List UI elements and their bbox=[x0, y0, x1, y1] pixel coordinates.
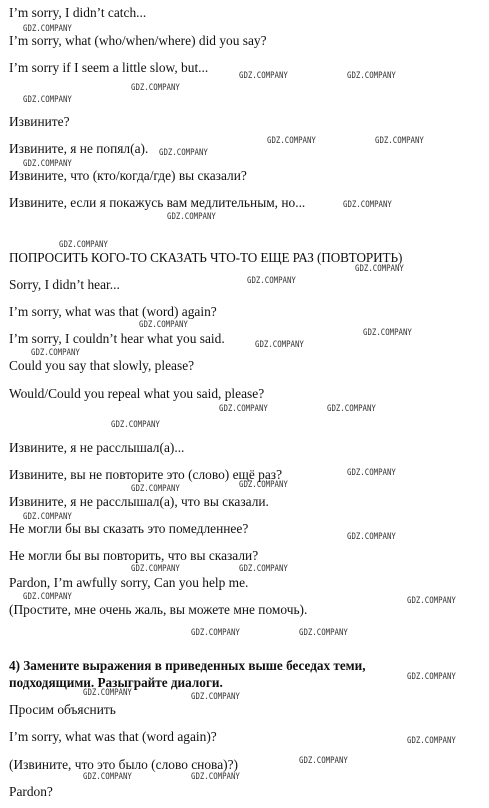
watermark: GDZ.COMPANY bbox=[407, 672, 456, 682]
watermark: GDZ.COMPANY bbox=[355, 264, 404, 274]
watermark: GDZ.COMPANY bbox=[23, 95, 72, 105]
watermark: GDZ.COMPANY bbox=[347, 71, 396, 81]
text-line-10: I’m sorry, what was that (word) again? bbox=[9, 304, 217, 319]
text-line-23: Просим объяснить bbox=[9, 702, 116, 717]
watermark: GDZ.COMPANY bbox=[83, 772, 132, 782]
watermark: GDZ.COMPANY bbox=[407, 596, 456, 606]
text-line-17: Не могли бы вы сказать это помедленнее? bbox=[9, 521, 249, 536]
text-line-12: Could you say that slowly, please? bbox=[9, 358, 195, 373]
watermark: GDZ.COMPANY bbox=[219, 404, 268, 414]
text-line-15: Извините, вы не повторите это (слово) ещё раз? bbox=[9, 467, 283, 482]
watermark: GDZ.COMPANY bbox=[375, 136, 424, 146]
text-line-16: Извините, я не расслышал(а), что вы сказали. bbox=[9, 494, 269, 509]
watermark: GDZ.COMPANY bbox=[23, 592, 72, 602]
text-line-3: I’m sorry if I seem a little slow, but... bbox=[9, 60, 209, 75]
text-line-5: Извините, я не попял(а). bbox=[9, 141, 149, 156]
text-line-2: I’m sorry, what (who/when/where) did you say? bbox=[9, 33, 267, 48]
watermark: GDZ.COMPANY bbox=[139, 320, 188, 330]
text-line-9: Sorry, I didn’t hear... bbox=[9, 277, 120, 292]
watermark: GDZ.COMPANY bbox=[299, 628, 348, 638]
watermark: GDZ.COMPANY bbox=[83, 688, 132, 698]
text-line-20: (Простите, мне очень жаль, вы можете мне помочь). bbox=[9, 602, 308, 617]
watermark: GDZ.COMPANY bbox=[23, 512, 72, 522]
watermark: GDZ.COMPANY bbox=[131, 83, 180, 93]
watermark: GDZ.COMPANY bbox=[267, 136, 316, 146]
watermark: GDZ.COMPANY bbox=[407, 736, 456, 746]
watermark: GDZ.COMPANY bbox=[239, 564, 288, 574]
watermark: GDZ.COMPANY bbox=[159, 148, 208, 158]
watermark: GDZ.COMPANY bbox=[23, 159, 72, 169]
watermark: GDZ.COMPANY bbox=[239, 480, 288, 490]
text-line-6: Извините, что (кто/когда/где) вы сказали? bbox=[9, 168, 247, 183]
text-line-4: Извините? bbox=[9, 114, 70, 129]
watermark: GDZ.COMPANY bbox=[23, 24, 72, 34]
text-line-19: Pardon, I’m awfully sorry, Can you help me. bbox=[9, 575, 249, 590]
watermark: GDZ.COMPANY bbox=[239, 71, 288, 81]
watermark: GDZ.COMPANY bbox=[327, 404, 376, 414]
watermark: GDZ.COMPANY bbox=[111, 420, 160, 430]
watermark: GDZ.COMPANY bbox=[167, 212, 216, 222]
text-line-18: Не могли бы вы повторить, что вы сказали? bbox=[9, 548, 259, 563]
text-line-25: (Извините, что это было (слово снова)?) bbox=[9, 757, 238, 772]
exercise-heading-cont: подходящими. Разыграйте диалоги. bbox=[9, 675, 223, 690]
watermark: GDZ.COMPANY bbox=[347, 532, 396, 542]
watermark: GDZ.COMPANY bbox=[247, 276, 296, 286]
text-line-26: Pardon? bbox=[9, 784, 53, 799]
watermark: GDZ.COMPANY bbox=[131, 564, 180, 574]
text-line-11: I’m sorry, I couldn’t hear what you said. bbox=[9, 331, 225, 346]
text-line-14: Извините, я не расслышал(а)... bbox=[9, 440, 185, 455]
watermark: GDZ.COMPANY bbox=[299, 756, 348, 766]
text-line-7: Извините, если я покажусь вам медлительным, но... bbox=[9, 195, 306, 210]
section-heading: ПОПРОСИТЬ КОГО-ТО СКАЗАТЬ ЧТО-ТО ЕЩЕ РАЗ (ПОВТОРИТЬ) bbox=[9, 250, 403, 265]
watermark: GDZ.COMPANY bbox=[59, 240, 108, 250]
watermark: GDZ.COMPANY bbox=[363, 328, 412, 338]
watermark: GDZ.COMPANY bbox=[191, 692, 240, 702]
watermark: GDZ.COMPANY bbox=[131, 484, 180, 494]
watermark: GDZ.COMPANY bbox=[191, 628, 240, 638]
text-line-13: Would/Could you repeal what you said, please? bbox=[9, 386, 265, 401]
watermark: GDZ.COMPANY bbox=[343, 200, 392, 210]
text-line-1: I’m sorry, I didn’t catch... bbox=[9, 5, 147, 20]
watermark: GDZ.COMPANY bbox=[191, 772, 240, 782]
watermark: GDZ.COMPANY bbox=[255, 340, 304, 350]
watermark: GDZ.COMPANY bbox=[347, 468, 396, 478]
exercise-heading: 4) Замените выражения в приведенных выше беседах теми, bbox=[9, 658, 366, 673]
text-line-24: I’m sorry, what was that (word again)? bbox=[9, 729, 217, 744]
watermark: GDZ.COMPANY bbox=[31, 348, 80, 358]
